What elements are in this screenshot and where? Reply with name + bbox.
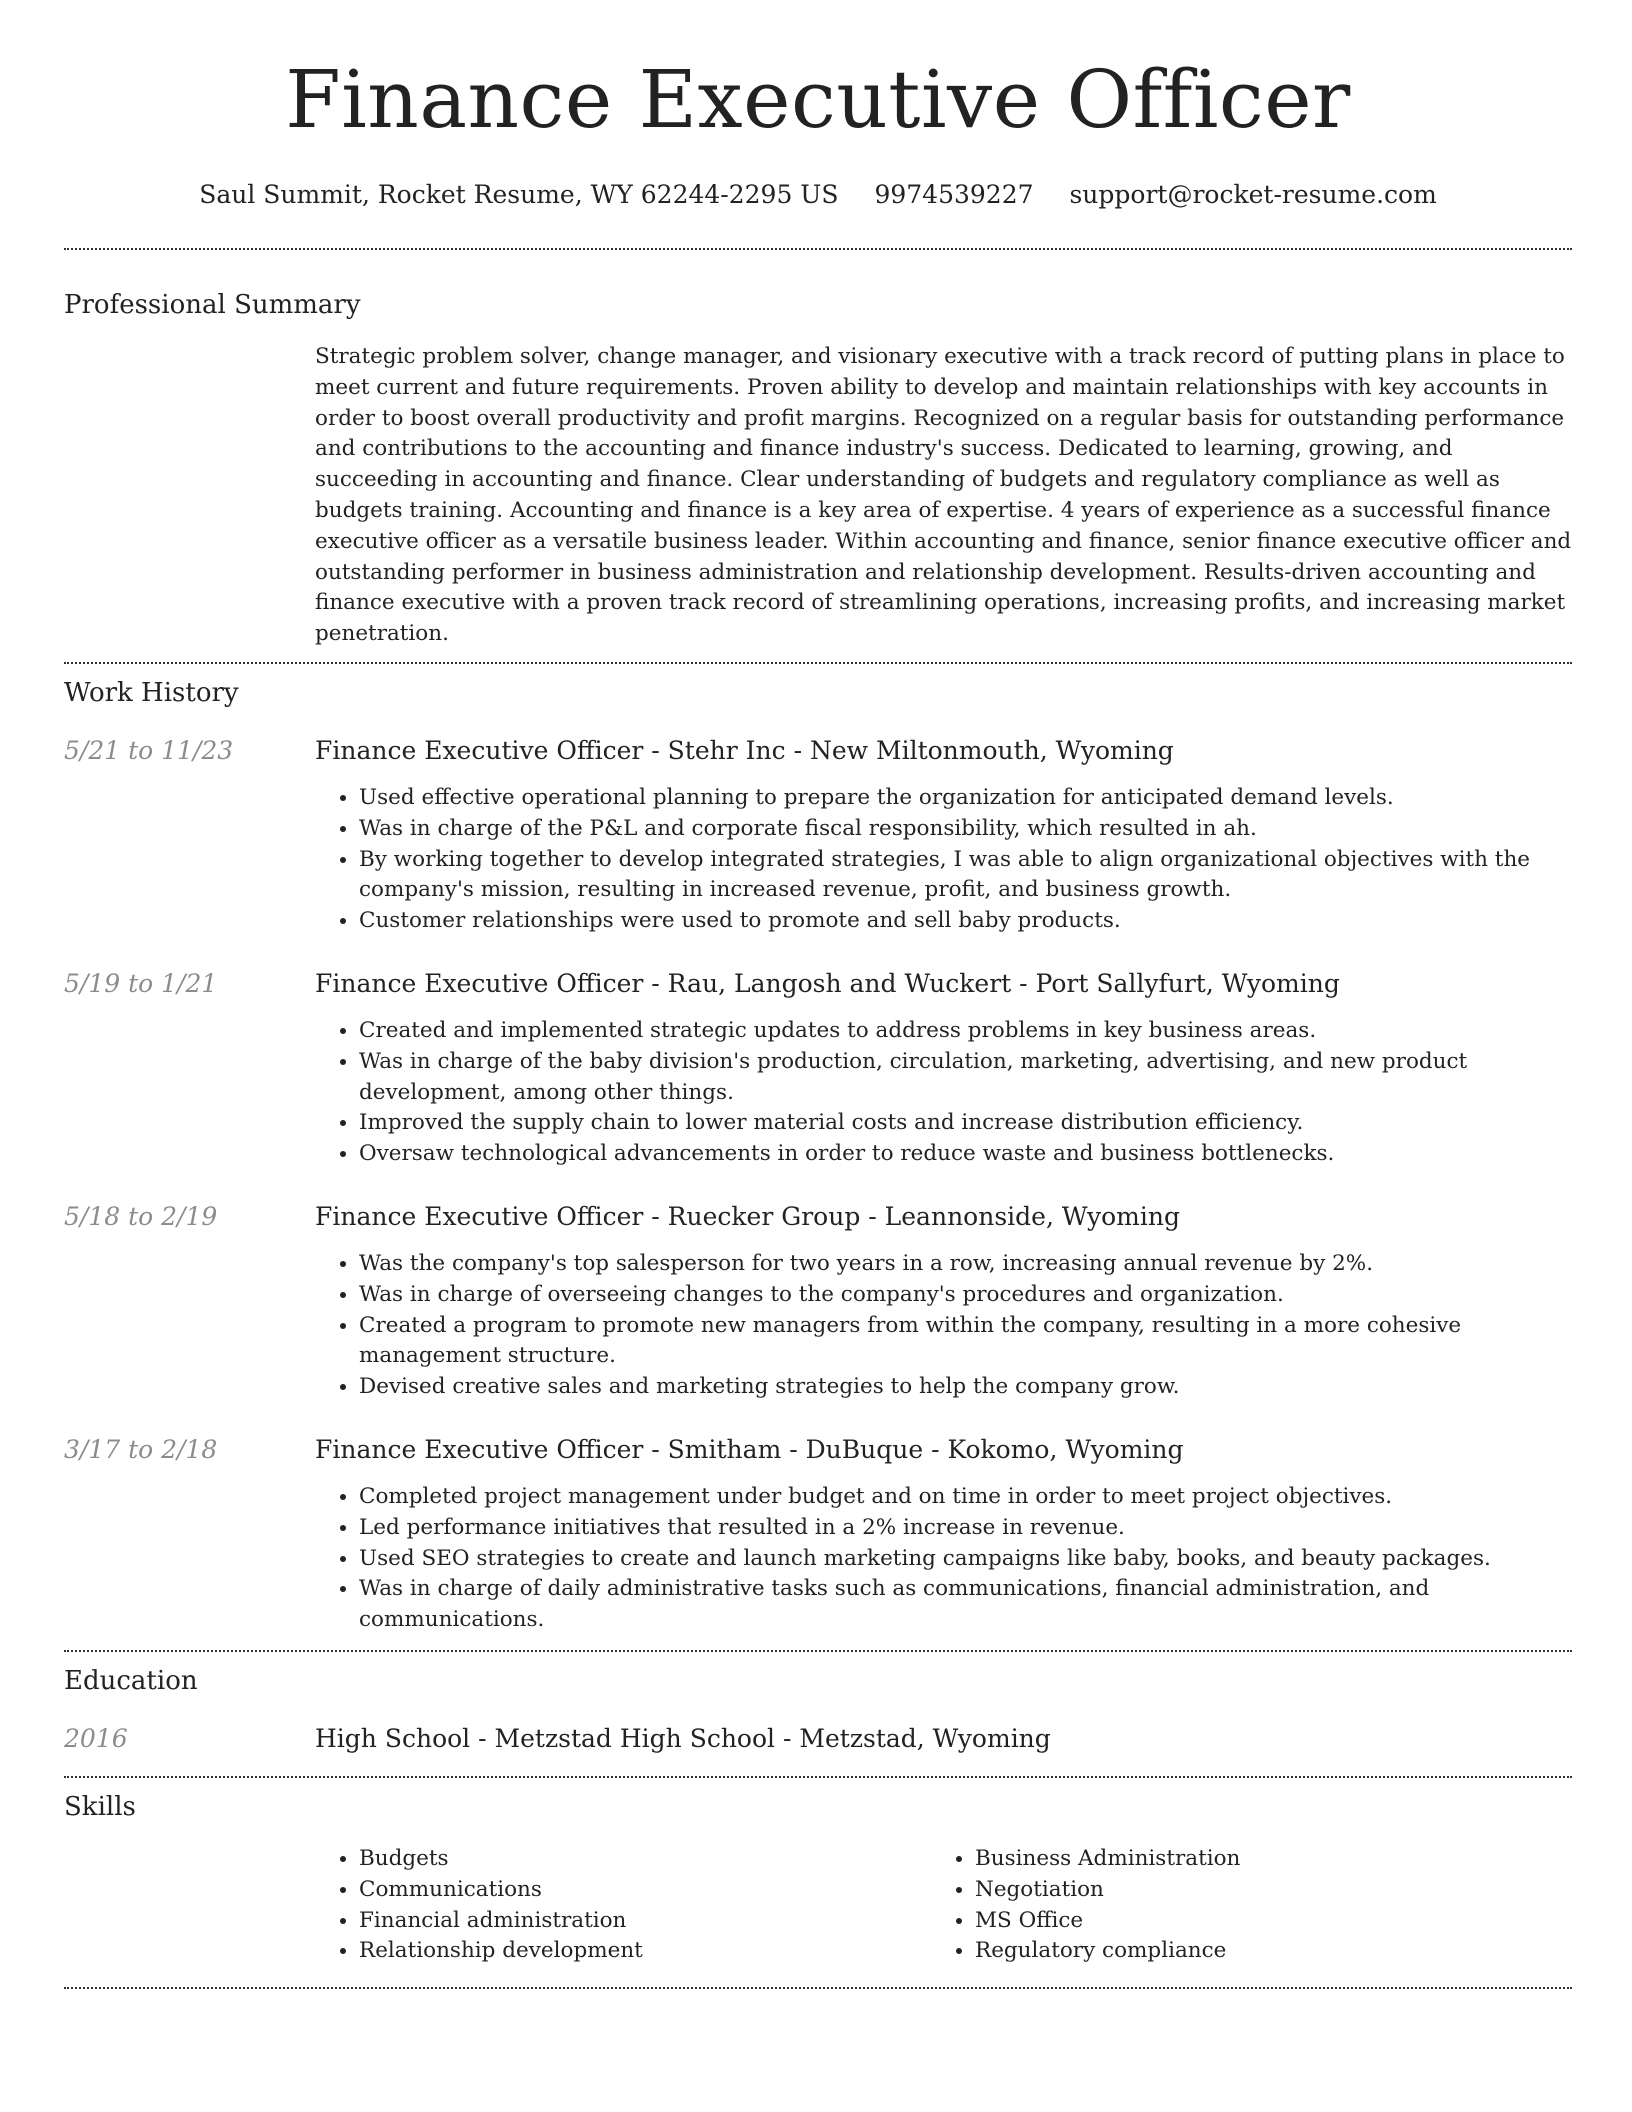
skill-item: • Financial administration <box>359 1906 931 1937</box>
resume-page <box>64 0 1572 1989</box>
job-title: Finance Executive Officer - Smitham - DuBuque - Kokomo, Wyoming <box>315 1434 1184 1464</box>
contact-line <box>64 178 1572 212</box>
job-bullets <box>315 783 1572 937</box>
divider-education <box>64 1776 1572 1778</box>
skill-item: • Communications <box>359 1875 931 1906</box>
divider-header <box>64 248 1572 250</box>
job-title: Finance Executive Officer - Stehr Inc - New Miltonmouth, Wyoming <box>315 735 1174 765</box>
job-date: 5/19 to 1/21 <box>64 968 218 998</box>
section-title-education: Education <box>64 1665 198 1696</box>
contact-email: support@rocket-resume.com <box>1069 180 1437 209</box>
summary-text: Strategic problem solver, change manager, and visionary executive with a track record of putting plans in place to meet current and future requirements. Proven ability to develop and maintain relationships with key accounts in order to boost overall productivity and profit margins. Recognized on a regular basis for outstanding performance and contributions to the accounting and finance industry's success. Dedicated to learning, growing, and succeeding in accounting and finance. Clear understanding of budgets and regulatory compliance as well as budgets training. Accounting and finance is a key area of expertise. 4 years of experience as a successful finance executive officer as a versatile business leader. Within accounting and finance, senior finance executive officer and outstanding performer in business administration and relationship development. Results-driven accounting and finance executive with a proven track record of streamlining operations, increasing profits, and increasing market penetration. <box>315 344 1572 647</box>
skill-item: • Business Administration <box>975 1844 1547 1875</box>
skills-column-right <box>931 1844 1547 1967</box>
education-date: 2016 <box>64 1723 128 1753</box>
job-date: 3/17 to 2/18 <box>64 1434 218 1464</box>
list-item: • Used SEO strategies to create and launch marketing campaigns like baby, books, and beauty packages. <box>359 1544 1572 1575</box>
education-entry <box>64 1722 1572 1756</box>
list-item: • Created a program to promote new managers from within the company, resulting in a more cohesive management structure. <box>359 1311 1572 1373</box>
list-item: • Devised creative sales and marketing strategies to help the company grow. <box>359 1372 1572 1403</box>
section-title-summary: Professional Summary <box>64 290 361 320</box>
list-item: • Was in charge of overseeing changes to the company's procedures and organization. <box>359 1280 1572 1311</box>
list-item: • Was in charge of the P&L and corporate fiscal responsibility, which resulted in ah. <box>359 814 1572 845</box>
job-entry <box>64 1200 1572 1403</box>
contact-phone: 9974539227 <box>874 180 1034 209</box>
list-item: • Was in charge of the baby division's production, circulation, marketing, advertising, and new product development, among other things. <box>359 1047 1572 1109</box>
list-item: • Used effective operational planning to prepare the organization for anticipated demand levels. <box>359 783 1572 814</box>
education-title: High School - Metzstad High School - Metzstad, Wyoming <box>315 1723 1051 1753</box>
list-item: • Led performance initiatives that resulted in a 2% increase in revenue. <box>359 1513 1572 1544</box>
section-title-skills: Skills <box>64 1791 136 1822</box>
job-title: Finance Executive Officer - Ruecker Group - Leannonside, Wyoming <box>315 1201 1180 1231</box>
skill-item: • Negotiation <box>975 1875 1547 1906</box>
list-item: • Was in charge of daily administrative tasks such as communications, financial administration, and communications. <box>359 1574 1572 1636</box>
divider-summary <box>64 662 1572 664</box>
list-item: • Improved the supply chain to lower material costs and increase distribution efficiency. <box>359 1108 1572 1139</box>
list-item: • Created and implemented strategic updates to address problems in key business areas. <box>359 1016 1572 1047</box>
skill-item: • Regulatory compliance <box>975 1936 1547 1967</box>
skills-column-left <box>315 1844 931 1967</box>
list-item: • Customer relationships were used to promote and sell baby products. <box>359 906 1572 937</box>
list-item: • Was the company's top salesperson for two years in a row, increasing annual revenue by 2%. <box>359 1249 1572 1280</box>
section-title-work: Work History <box>64 677 239 708</box>
job-entry <box>64 1433 1572 1636</box>
job-bullets <box>315 1482 1572 1636</box>
job-bullets <box>315 1016 1572 1170</box>
job-date: 5/21 to 11/23 <box>64 735 234 765</box>
job-title: Finance Executive Officer - Rau, Langosh and Wuckert - Port Sallyfurt, Wyoming <box>315 968 1340 998</box>
job-entry <box>64 734 1572 937</box>
job-entry <box>64 967 1572 1170</box>
list-item: • By working together to develop integrated strategies, I was able to align organizational objectives with the company's mission, resulting in increased revenue, profit, and business growth. <box>359 845 1572 907</box>
skill-item: • Budgets <box>359 1844 931 1875</box>
job-date: 5/18 to 2/19 <box>64 1201 218 1231</box>
skill-item: • Relationship development <box>359 1936 931 1967</box>
skill-item: • MS Office <box>975 1906 1547 1937</box>
list-item: • Oversaw technological advancements in order to reduce waste and business bottlenecks. <box>359 1139 1572 1170</box>
divider-work <box>64 1650 1572 1652</box>
job-bullets <box>315 1249 1572 1403</box>
divider-footer <box>64 1987 1572 1989</box>
resume-title: Finance Executive Officer <box>285 53 1351 146</box>
list-item: • Completed project management under budget and on time in order to meet project objectives. <box>359 1482 1572 1513</box>
skills-list <box>315 1844 1572 1967</box>
contact-address: Saul Summit, Rocket Resume, WY 62244-2295 US <box>199 180 839 209</box>
